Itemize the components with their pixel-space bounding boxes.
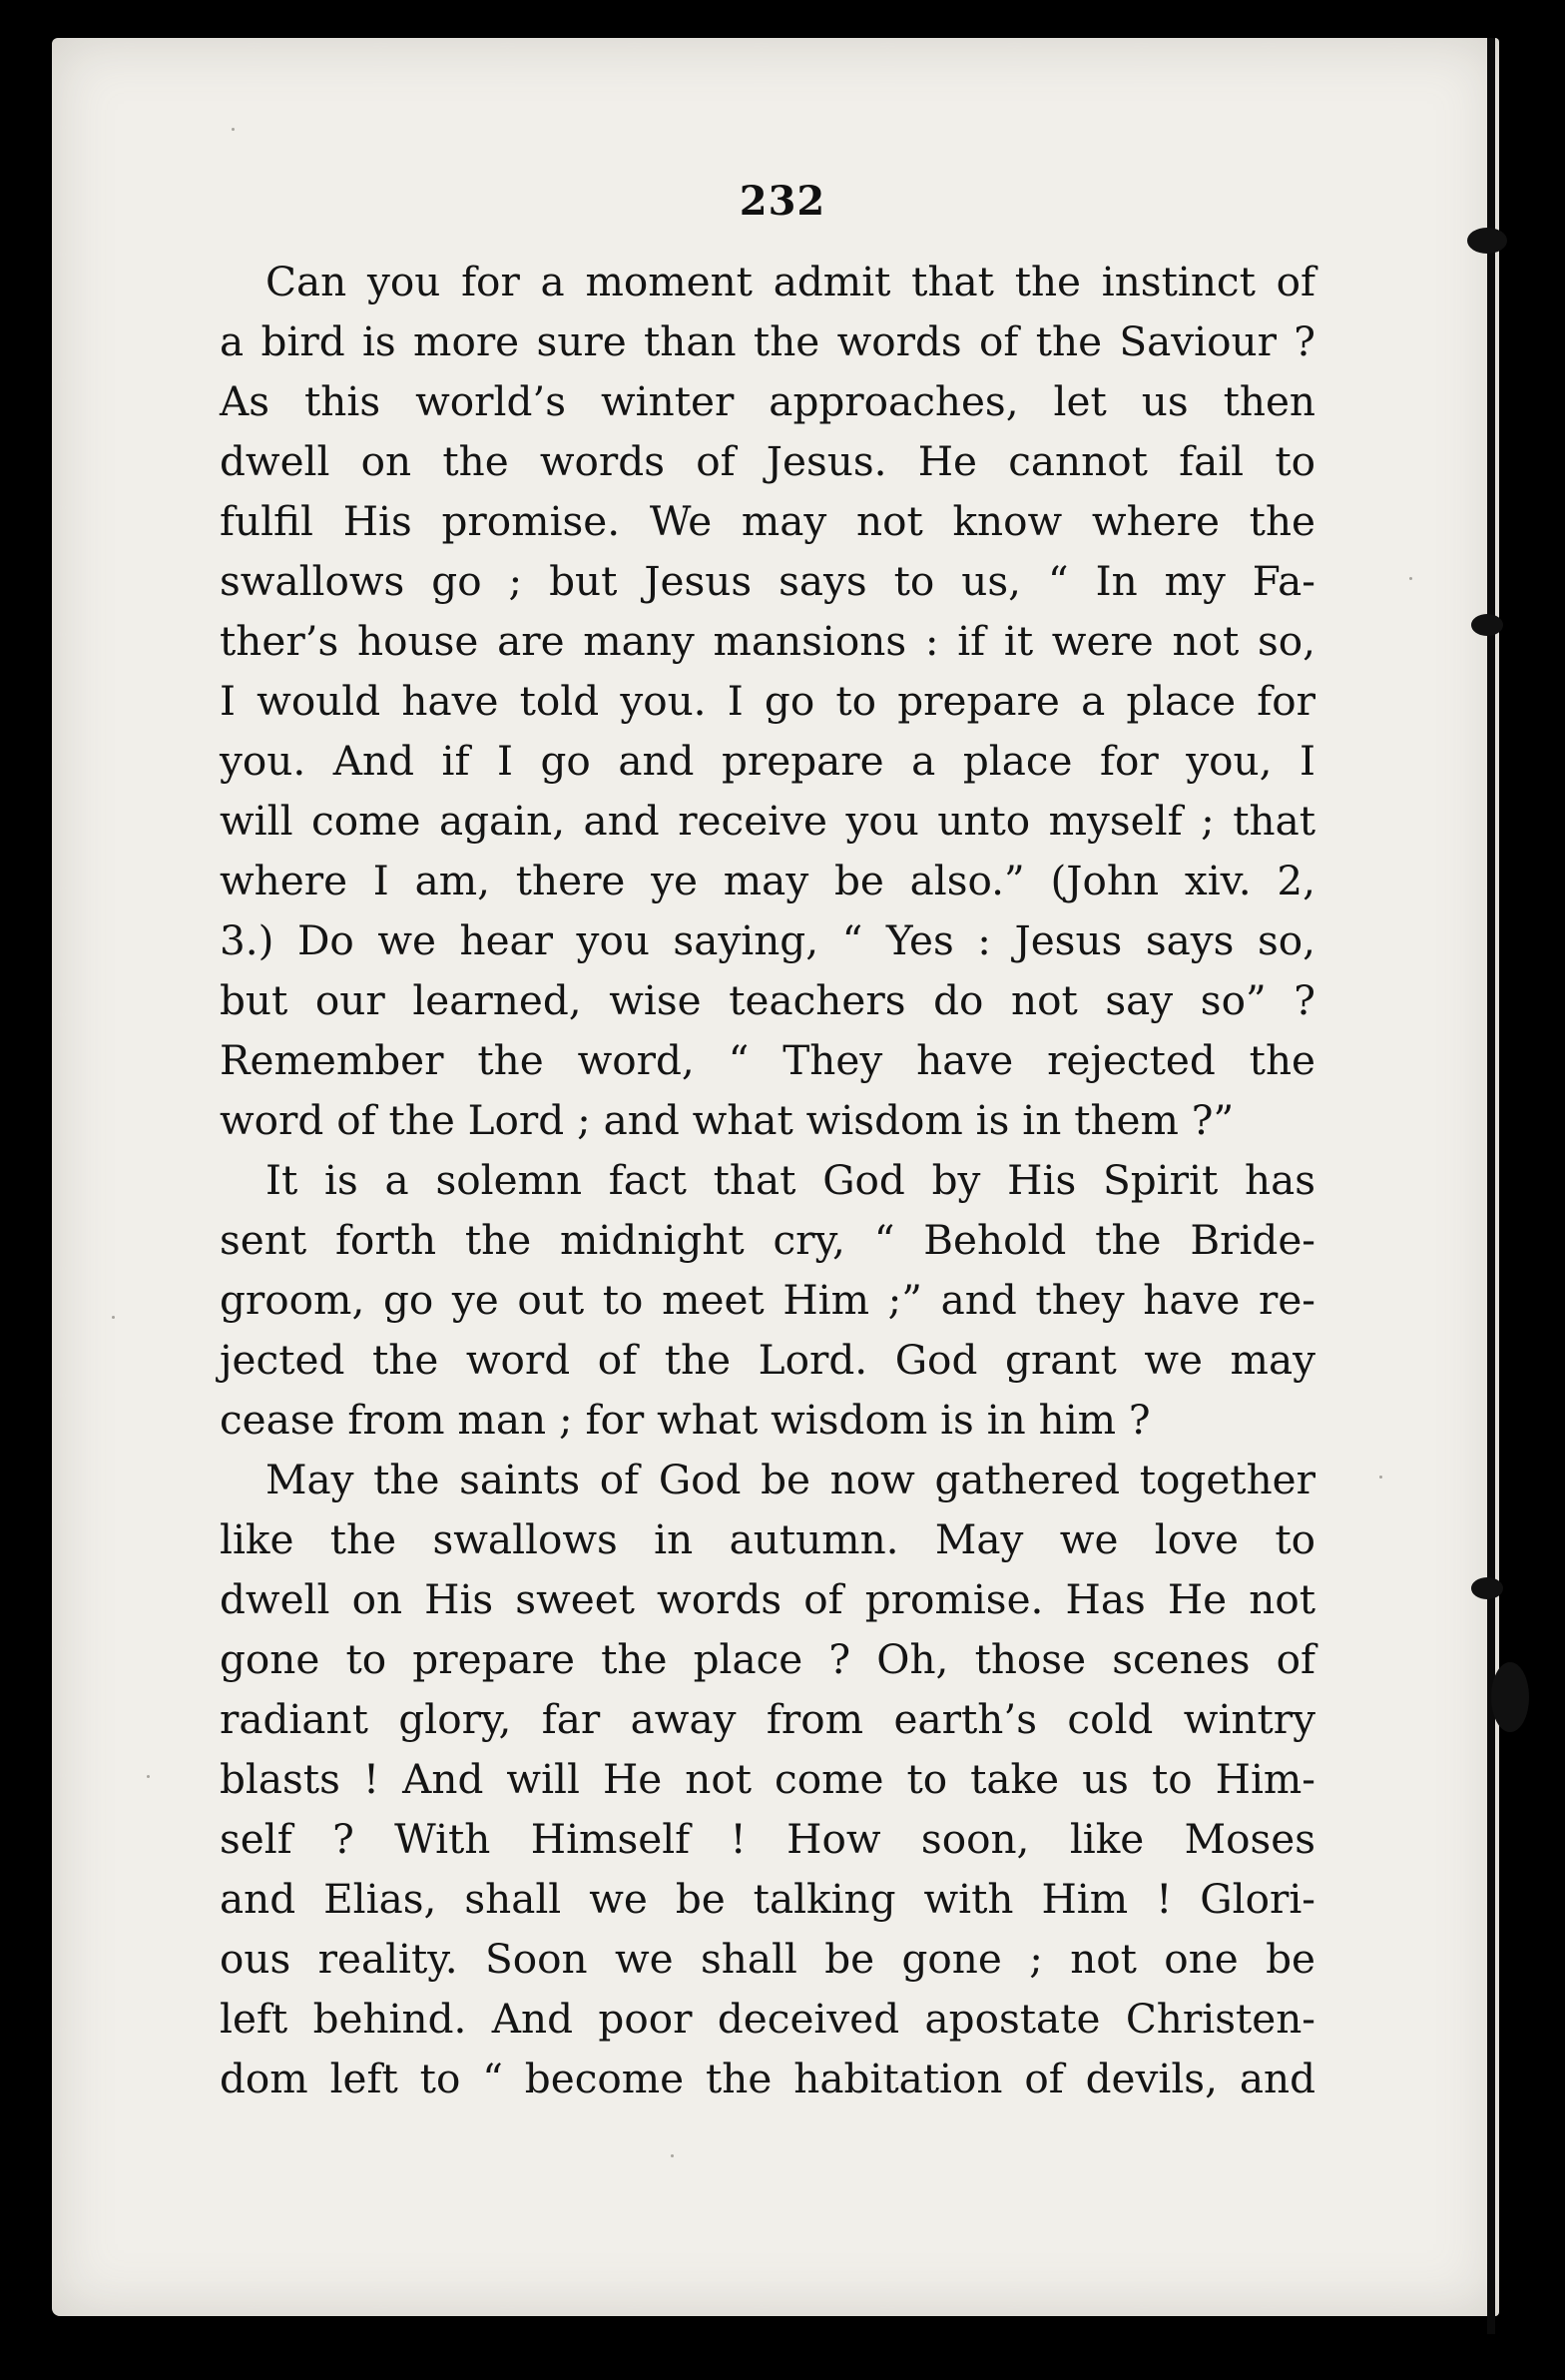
paper-speck [671, 2154, 674, 2157]
text-line: fulfil His promise. We may not know where the [220, 497, 1315, 545]
paper-speck [1409, 577, 1412, 580]
text-line: radiant glory, far away from earth’s cold wintry [220, 1695, 1315, 1743]
text-line: will come again, and receive you unto myself ; that [220, 797, 1315, 845]
binding-clip [1491, 1662, 1529, 1732]
text-line: and Elias, shall we be talking with Him ! Glori- [220, 1875, 1315, 1923]
text-line: word of the Lord ; and what wisdom is in them ?” [220, 1096, 1235, 1144]
paper-speck [232, 128, 235, 131]
text-line: Can you for a moment admit that the instinct of [265, 258, 1315, 305]
text-line: It is a solemn fact that God by His Spirit has [265, 1156, 1315, 1204]
paper-speck [147, 1775, 150, 1778]
paper-speck [112, 1316, 115, 1319]
text-line: ther’s house are many mansions : if it were not so, [220, 617, 1315, 665]
text-line: a bird is more sure than the words of the Saviour ? [220, 317, 1315, 365]
text-line: dwell on His sweet words of promise. Has He not [220, 1575, 1315, 1623]
binding-clip [1467, 228, 1507, 254]
paper-speck [1379, 1476, 1382, 1479]
binding-clip [1471, 614, 1503, 636]
paragraph-3 [220, 1450, 1315, 2108]
text-line: left behind. And poor deceived apostate Christen- [220, 1995, 1315, 2043]
page-number: 232 [739, 178, 826, 225]
text-line: 3.) Do we hear you saying, “ Yes : Jesus says so, [220, 916, 1315, 964]
binding-clip [1471, 1577, 1503, 1599]
text-line: swallows go ; but Jesus says to us, “ In my Fa- [220, 557, 1315, 605]
text-line: groom, go ye out to meet Him ;” and they have re- [220, 1276, 1315, 1324]
text-line: gone to prepare the place ? Oh, those scenes of [220, 1635, 1315, 1683]
text-line: Remember the word, “ They have rejected the [220, 1036, 1315, 1084]
binding-edge [1487, 38, 1495, 2334]
text-line: self ? With Himself ! How soon, like Moses [220, 1815, 1315, 1863]
text-line: May the saints of God be now gathered together [265, 1456, 1315, 1503]
text-line: As this world’s winter approaches, let us then [220, 377, 1315, 425]
text-line: ous reality. Soon we shall be gone ; not one be [220, 1935, 1315, 1983]
body-text [220, 252, 1315, 2108]
text-line: blasts ! And will He not come to take us to Him- [220, 1755, 1315, 1803]
text-line: cease from man ; for what wisdom is in him ? [220, 1396, 1151, 1444]
text-line: where I am, there ye may be also.” (John xiv. 2, [220, 857, 1315, 904]
text-line: like the swallows in autumn. May we love to [220, 1515, 1315, 1563]
paragraph-1 [220, 252, 1315, 1150]
text-line: dwell on the words of Jesus. He cannot fail to [220, 437, 1315, 485]
text-line: you. And if I go and prepare a place for you, I [220, 737, 1315, 785]
text-line: sent forth the midnight cry, “ Behold the Bride- [220, 1216, 1315, 1264]
text-line: but our learned, wise teachers do not say so” ? [220, 976, 1315, 1024]
text-line: I would have told you. I go to prepare a place for [220, 677, 1315, 725]
text-line: jected the word of the Lord. God grant we may [220, 1336, 1315, 1384]
text-line: dom left to “ become the habitation of devils, and [220, 2055, 1315, 2102]
paragraph-2 [220, 1150, 1315, 1450]
